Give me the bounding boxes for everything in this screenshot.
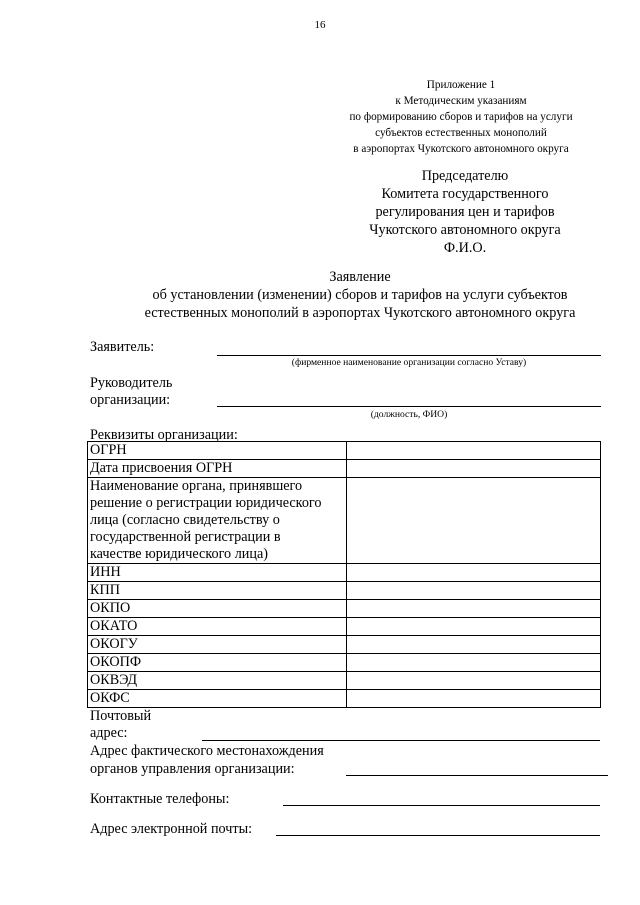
title-line: об установлении (изменении) сборов и тарифов на услуги субъектов bbox=[152, 287, 568, 303]
addressee-line: Чукотского автономного округа bbox=[369, 222, 561, 238]
row-value-cell[interactable] bbox=[346, 582, 600, 600]
row-label: ИНН bbox=[88, 564, 347, 582]
row-value-cell[interactable] bbox=[346, 442, 600, 460]
table-row bbox=[88, 672, 601, 690]
postal-address-field-line[interactable] bbox=[202, 740, 600, 741]
head-label-line2: организации: bbox=[90, 392, 171, 408]
addressee-line: регулирования цен и тарифов bbox=[375, 204, 555, 220]
addressee-line: Комитета государственного bbox=[381, 186, 549, 202]
postal-label-line2: адрес: bbox=[90, 725, 128, 741]
head-label-line1: Руководитель bbox=[90, 375, 173, 391]
applicant-hint: (фирменное наименование организации согласно Уставу) bbox=[291, 357, 527, 368]
appendix-line: субъектов естественных монополий bbox=[375, 127, 547, 139]
appendix-line: по формированию сборов и тарифов на услуги bbox=[349, 111, 573, 123]
appendix-line: Приложение 1 bbox=[426, 79, 496, 91]
appendix-header bbox=[300, 77, 622, 157]
requisites-table bbox=[87, 441, 601, 708]
addressee-block bbox=[330, 167, 600, 257]
row-label: ОКВЭД bbox=[88, 672, 347, 690]
email-field-line[interactable] bbox=[276, 835, 600, 836]
table-row bbox=[88, 600, 601, 618]
row-value-cell[interactable] bbox=[346, 600, 600, 618]
row-label: ОКАТО bbox=[88, 618, 347, 636]
row-label: ОКОГУ bbox=[88, 636, 347, 654]
table-row bbox=[88, 564, 601, 582]
appendix-line: в аэропортах Чукотского автономного округа bbox=[353, 143, 569, 155]
row-value-cell[interactable] bbox=[346, 564, 600, 582]
title-line: Заявление bbox=[329, 269, 391, 285]
table-row bbox=[88, 636, 601, 654]
row-label-line: качестве юридического лица) bbox=[90, 546, 268, 562]
appendix-line: к Методическим указаниям bbox=[395, 95, 527, 107]
row-value-cell[interactable] bbox=[346, 690, 600, 708]
row-label-line: лица (согласно свидетельству о bbox=[90, 512, 280, 528]
title-line: естественных монополий в аэропортах Чукотского автономного округа bbox=[144, 305, 576, 321]
table-row bbox=[88, 478, 601, 564]
actual-address-label-line1: Адрес фактического местонахождения bbox=[90, 743, 324, 759]
applicant-field-line[interactable] bbox=[217, 355, 601, 356]
row-value-cell[interactable] bbox=[346, 618, 600, 636]
row-label: ОГРН bbox=[88, 442, 347, 460]
row-label: ОКПО bbox=[88, 600, 347, 618]
page-number: 16 bbox=[314, 19, 326, 31]
row-label: Дата присвоения ОГРН bbox=[88, 460, 347, 478]
row-label: КПП bbox=[88, 582, 347, 600]
row-value-cell[interactable] bbox=[346, 654, 600, 672]
row-value-cell[interactable] bbox=[346, 460, 600, 478]
row-value-cell[interactable] bbox=[346, 672, 600, 690]
table-row bbox=[88, 618, 601, 636]
email-label: Адрес электронной почты: bbox=[90, 821, 253, 837]
applicant-label: Заявитель: bbox=[90, 339, 155, 355]
head-hint: (должность, ФИО) bbox=[370, 409, 448, 420]
table-row bbox=[88, 442, 601, 460]
row-label-line: решение о регистрации юридического bbox=[90, 495, 322, 511]
actual-address-label-line2: органов управления организации: bbox=[90, 761, 295, 777]
row-label-registration-body bbox=[88, 478, 347, 564]
addressee-line: Ф.И.О. bbox=[443, 240, 487, 256]
addressee-line: Председателю bbox=[421, 168, 509, 184]
phones-label: Контактные телефоны: bbox=[90, 791, 230, 807]
row-label-line: Наименование органа, принявшего bbox=[90, 478, 303, 494]
table-row bbox=[88, 690, 601, 708]
requisites-label: Реквизиты организации: bbox=[90, 427, 238, 443]
row-value-cell[interactable] bbox=[346, 636, 600, 654]
table-row bbox=[88, 654, 601, 672]
row-label: ОКОПФ bbox=[88, 654, 347, 672]
row-value-cell[interactable] bbox=[346, 478, 600, 564]
table-row bbox=[88, 582, 601, 600]
table-row bbox=[88, 460, 601, 478]
row-label: ОКФС bbox=[88, 690, 347, 708]
row-label-line: государственной регистрации в bbox=[90, 529, 281, 545]
phones-field-line[interactable] bbox=[283, 805, 600, 806]
actual-address-field-line[interactable] bbox=[346, 775, 608, 776]
head-field-line[interactable] bbox=[217, 406, 601, 407]
postal-label-line1: Почтовый bbox=[90, 708, 152, 724]
document-title bbox=[60, 268, 640, 322]
